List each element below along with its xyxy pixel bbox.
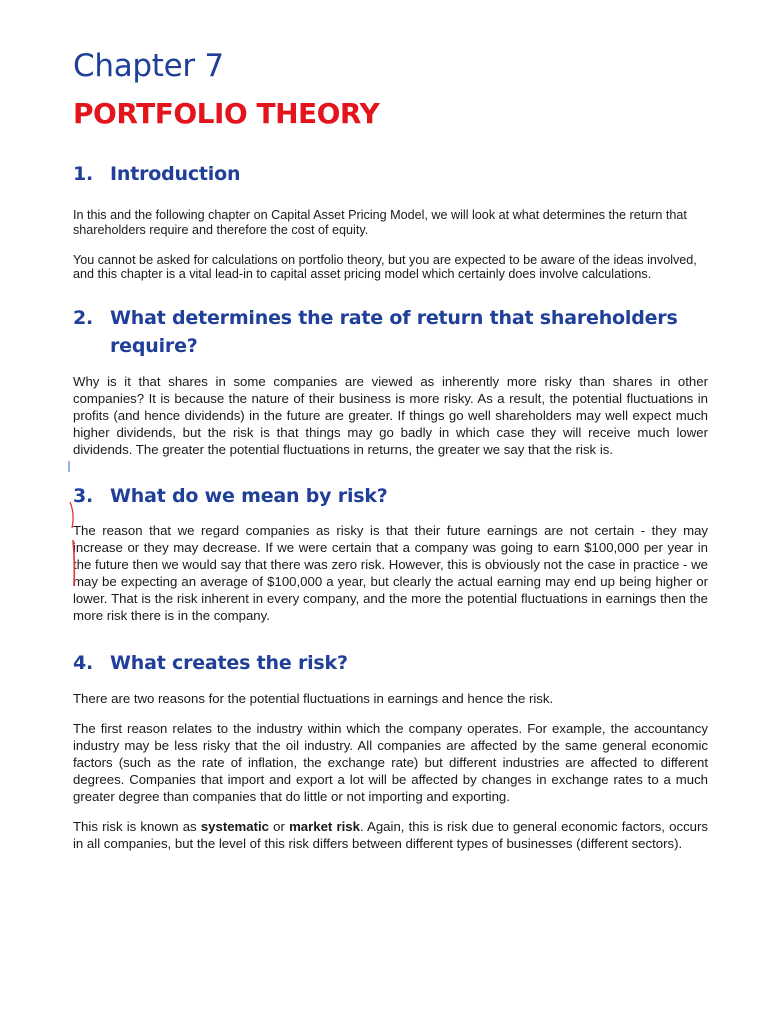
paragraph: There are two reasons for the potential fluctuations in earnings and hence the risk.	[73, 691, 554, 707]
paragraph-risk-definition	[73, 818, 708, 852]
section-title: Introduction	[110, 163, 241, 185]
section-title: What creates the risk?	[110, 652, 348, 675]
section-risk-meaning	[73, 482, 708, 624]
term-systematic: systematic	[200, 819, 269, 835]
risk-prefix: This risk is known as	[73, 819, 201, 835]
paragraph: Why is it that shares in some companies are viewed as inherently more risky than shares in other companies? It is because the nature of their business is more risky. As a result, the potential fluctuations in profits (and hence dividends) in the future are greater. If things go well shareholders may well expect much higher dividends, but the risk is that things may go badly in which case they will receive much lower dividends. The greater the potential fluctuations in returns, the greater we say that the risk is.	[73, 374, 708, 458]
section-heading	[73, 649, 708, 677]
section-heading	[73, 482, 708, 510]
section-title: What do we mean by risk?	[110, 485, 388, 508]
term-market-risk: market risk	[289, 819, 360, 835]
section-number: 2.	[73, 307, 94, 330]
paragraph: You cannot be asked for calculations on portfolio theory, but you are expected to be aware of the ideas involved, and this chapter is a vital lead-in to capital asset pricing model which certainly does involve calculations.	[73, 252, 697, 282]
pen-annotation-mark	[66, 500, 80, 590]
chapter-title: PORTFOLIO THEORY	[73, 97, 380, 130]
section-number: 3.	[73, 485, 94, 508]
section-title: What determines the rate of return that shareholders require?	[110, 307, 678, 358]
paragraph: The first reason relates to the industry within which the company operates. For example, the accountancy industry may be less risky that the oil industry. All companies are affected by the same general economic factors (such as the rate of inflation, the exchange rate) but different industries are affected to different degrees. Companies that import and export a lot will be affected by changes in exchange rates to a much greater degree than companies that do little or not importing and exporting.	[73, 721, 708, 805]
section-heading	[73, 304, 708, 360]
paragraph: In this and the following chapter on Capital Asset Pricing Model, we will look at what determines the return that shareholders require and therefore the cost of equity.	[73, 208, 687, 237]
paragraph: The reason that we regard companies as risky is that their future earnings are not certain - they may increase or they may decrease. If we were certain that a company was going to earn $100,000 per year in the future then we would say that there was zero risk. However, this is obviously not the case in practice - we may be expecting an average of $100,000 a year, but clearly the actual earning may end up being higher or lower. That is the risk inherent in every company, and the more the potential fluctuations in earnings then the more risk there is in the company.	[73, 523, 708, 624]
section-introduction	[73, 160, 708, 282]
risk-middle: or	[269, 819, 290, 835]
pen-annotation-mark	[66, 460, 72, 474]
section-heading	[73, 160, 708, 188]
chapter-label: Chapter 7	[73, 48, 224, 84]
section-risk-sources	[73, 649, 708, 852]
risk-suffix: . Again, this is risk due to general economic factors, occurs in all companies, but the level of this risk differs between different types of businesses (different sectors).	[73, 819, 708, 852]
section-number: 4.	[73, 652, 94, 675]
section-return-determinants	[73, 304, 708, 458]
section-number: 1.	[73, 163, 94, 185]
